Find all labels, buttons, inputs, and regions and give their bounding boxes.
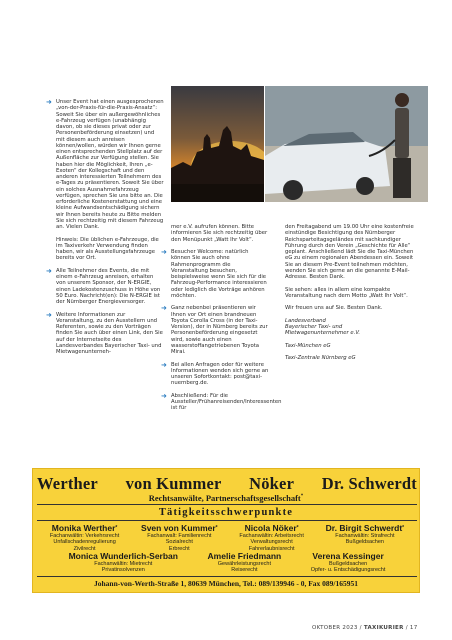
arrow-bullet-icon: ➜ — [161, 304, 167, 313]
lawyer-entry: Amelie Friedmann Gewährleistungsrecht Reiserecht — [207, 551, 282, 574]
signature-block — [285, 318, 415, 337]
article-column-1 — [46, 98, 164, 362]
ad-divider — [37, 520, 417, 521]
magazine-name: TAXIKURIER — [363, 625, 404, 631]
ad-firm-name: Werther — [37, 474, 98, 493]
ad-lawyers-row-1 — [39, 523, 415, 552]
lawyer-entry: Monika Werther* Fachanwältin: Verkehrsrecht Unfallschadenregulierung Zivilrecht — [49, 523, 120, 552]
lawyer-entry: Verena Kessinger Bußgeldsachen Opfer- u. Entschädigungsrecht — [310, 551, 386, 574]
lawyer-entry: Sven von Kummer* Fachanwalt: Familienrecht Sozialrecht Erbrecht — [141, 523, 218, 552]
list-item: ➜ Bei allen Anfragen oder für weitere Informationen wenden sich gerne an unseren Sofortkontakt: post@taxi-nuernberg.de. — [161, 360, 269, 387]
lawyer-entry: Dr. Birgit Schwerdt* Fachanwältin: Strafrecht Bußgeldsachen — [325, 523, 405, 546]
list-item: ➜ Ganz nebenbei präsentieren wir Ihnen vor Ort einen brandneuen Toyota Corolla Cross (in der Taxi-Version), der in Nürnberg bereits zur Personenbeförderung eingesetzt wird, sowie auch einen wasserstoffangetriebenen Toyota Mirai. — [161, 304, 268, 355]
ad-divider — [37, 576, 417, 577]
page-number: 17 — [409, 625, 418, 631]
paragraph: mer e.V. aufrufen können. Bitte informieren Sie sich rechtzeitig über den Menüpunkt „Watt Ihr Volt“. — [171, 224, 268, 243]
ad-firm-names — [37, 474, 417, 494]
arrow-bullet-icon: ➜ — [46, 98, 52, 106]
article-column-2 — [161, 224, 282, 418]
arrow-bullet-icon: ➜ — [161, 360, 167, 369]
ad-firm-name: Dr. Schwerdt — [321, 474, 417, 493]
arrow-bullet-icon: ➜ — [46, 310, 52, 319]
arrow-bullet-icon: ➜ — [161, 248, 167, 256]
paragraph: Wir freuen uns auf Sie. Besten Dank. — [285, 305, 383, 312]
lawyer-entry: Nicola Nöker* Fachanwältin: Arbeitsrecht Verwaltungsrecht Fahrerlaubnisrecht — [239, 523, 304, 552]
ad-firm-name: Nöker — [249, 474, 295, 493]
list-item: ➜ Unser Event hat einen ausgesprochenen „von-der-Praxis-für-die-Praxis-Ansatz“: Soweit Sie über ein außergewöhnliches e-Fahrzeug verfügen (unabhängig davon, ob sie dieses privat oder zur Personenbeförderung einsetzen) und mit diesem auch anreisen können/wollen, würden wir Ihnen gerne einen entsprechenden Stellplatz auf der Außenfläche zur Verfügung stellen. Sie haben hier die Möglichkeit, Ihren „e-Exoten“ der Kollegschaft und den anderen interessierten Teilnehmern des e-Tages zu präsentieren. Soweit Sie über ein solches Ausnahmefahrzeug verfügen, sprechen Sie uns bitte an. Die erforderliche Kostenerstattung und eine kleine Aufwandsentschädigung sichern wir Ihnen bereits heute zu Bitte melden Sie sich rechtzeitig mit diesem Fahrzeug an. Vielen Dank. — [46, 98, 164, 230]
issue-date: OKTOBER 2023 — [312, 625, 358, 631]
article-column-3 — [285, 224, 415, 368]
signature-line: Taxi-München eG — [285, 342, 331, 349]
ad-focus-heading: Tätigkeitsschwerpunkte — [158, 507, 294, 518]
electric-car-charging-photo — [265, 86, 428, 202]
page-footer: OKTOBER 2023 / TAXIKURIER / 17 — [312, 625, 418, 631]
arrow-bullet-icon: ➜ — [161, 391, 167, 400]
paragraph: den Freitagabend um 19.00 Uhr eine kostenfreie einstündige Besichtigung des Nürnberger Reichsparteitagsgeländes mit sachkundiger Führung durch den Verein „Geschichte für Alle“ geplant. Anschließend lädt Sie die Taxi-München eG zu einem regionalen Abendessen ein. Soweit Sie an diesem Pre-Event teilnehmen möchten, wenden Sie sich gerne an die genannte E-Mail-Adresse. Besten Dank. — [285, 224, 414, 280]
list-item: ➜ Weitere Informationen zur Veranstaltung, zu den Ausstellern und Referenten, sowie zu den Vorträgen finden Sie auch über einen Link, den Sie auf der Internetseite des Landesverbandes Bayerischer Taxi- und Mietwagenunterneh- — [46, 310, 163, 355]
castle-sunset-photo — [171, 86, 264, 202]
signature-line: Taxi-Zentrale Nürnberg eG — [285, 355, 356, 362]
arrow-bullet-icon: ➜ — [46, 266, 52, 275]
signature-block — [285, 355, 415, 361]
ad-lawyers-row-2 — [39, 551, 415, 574]
ad-divider — [37, 504, 417, 505]
law-firm-advertisement — [32, 468, 420, 593]
list-item: ➜ Abschließend: Für die Aussteller/Frühanreisenden/Interessenten ist für — [161, 391, 282, 412]
paragraph: Hinweis: Die üblichen e-Fahrzeuge, die im Taxiverkehr Verwendung finden haben, wir als Ausstellungsfahrzeuge bereits vor Ort. — [56, 236, 159, 262]
ad-subtitle: Rechtsanwälte, Partnerschaftsgesellschaft* — [148, 493, 304, 503]
lawyer-entry: Monica Wunderlich-Serban Fachanwältin: Mietrecht Privatinsolvenzen — [68, 551, 178, 574]
ad-contact-line: Johann-von-Werth-Straße 1, 80639 München, Tel.: 089/139946 - 0, Fax 089/165951 — [94, 579, 358, 588]
ad-firm-name: von Kummer — [125, 474, 222, 493]
signature-line: Landesverband — [285, 317, 326, 324]
paragraph: Sie sehen: alles in allem eine kompakte Veranstaltung nach dem Motto „Watt Ihr Volt“. — [285, 286, 408, 299]
signature-line: Mietwagenunternehmer e.V. — [285, 330, 361, 337]
signature-line: Bayerischer Taxi- und — [285, 324, 343, 330]
list-item: ➜ Besucher Welcome: natürlich können Sie auch ohne Rahmenprogramm die Veranstaltung besuchen, beispielsweise wenn Sie sich für die Fahrzeug-Performance interessieren oder lediglich die Vorträge anhören möchten. — [161, 248, 267, 299]
signature-block — [285, 343, 415, 349]
list-item: ➜ Alle Teilnehmer des Events, die mit einem e-Fahrzeug anreisen, erhalten von unserem Sponsor, der N-ERGIE, einen Ladekostenzuschuss in Höhe von 50 Euro. Nachricht(en): Die N-ERGIE ist der Nürnberger Energieversorger. — [46, 266, 161, 305]
